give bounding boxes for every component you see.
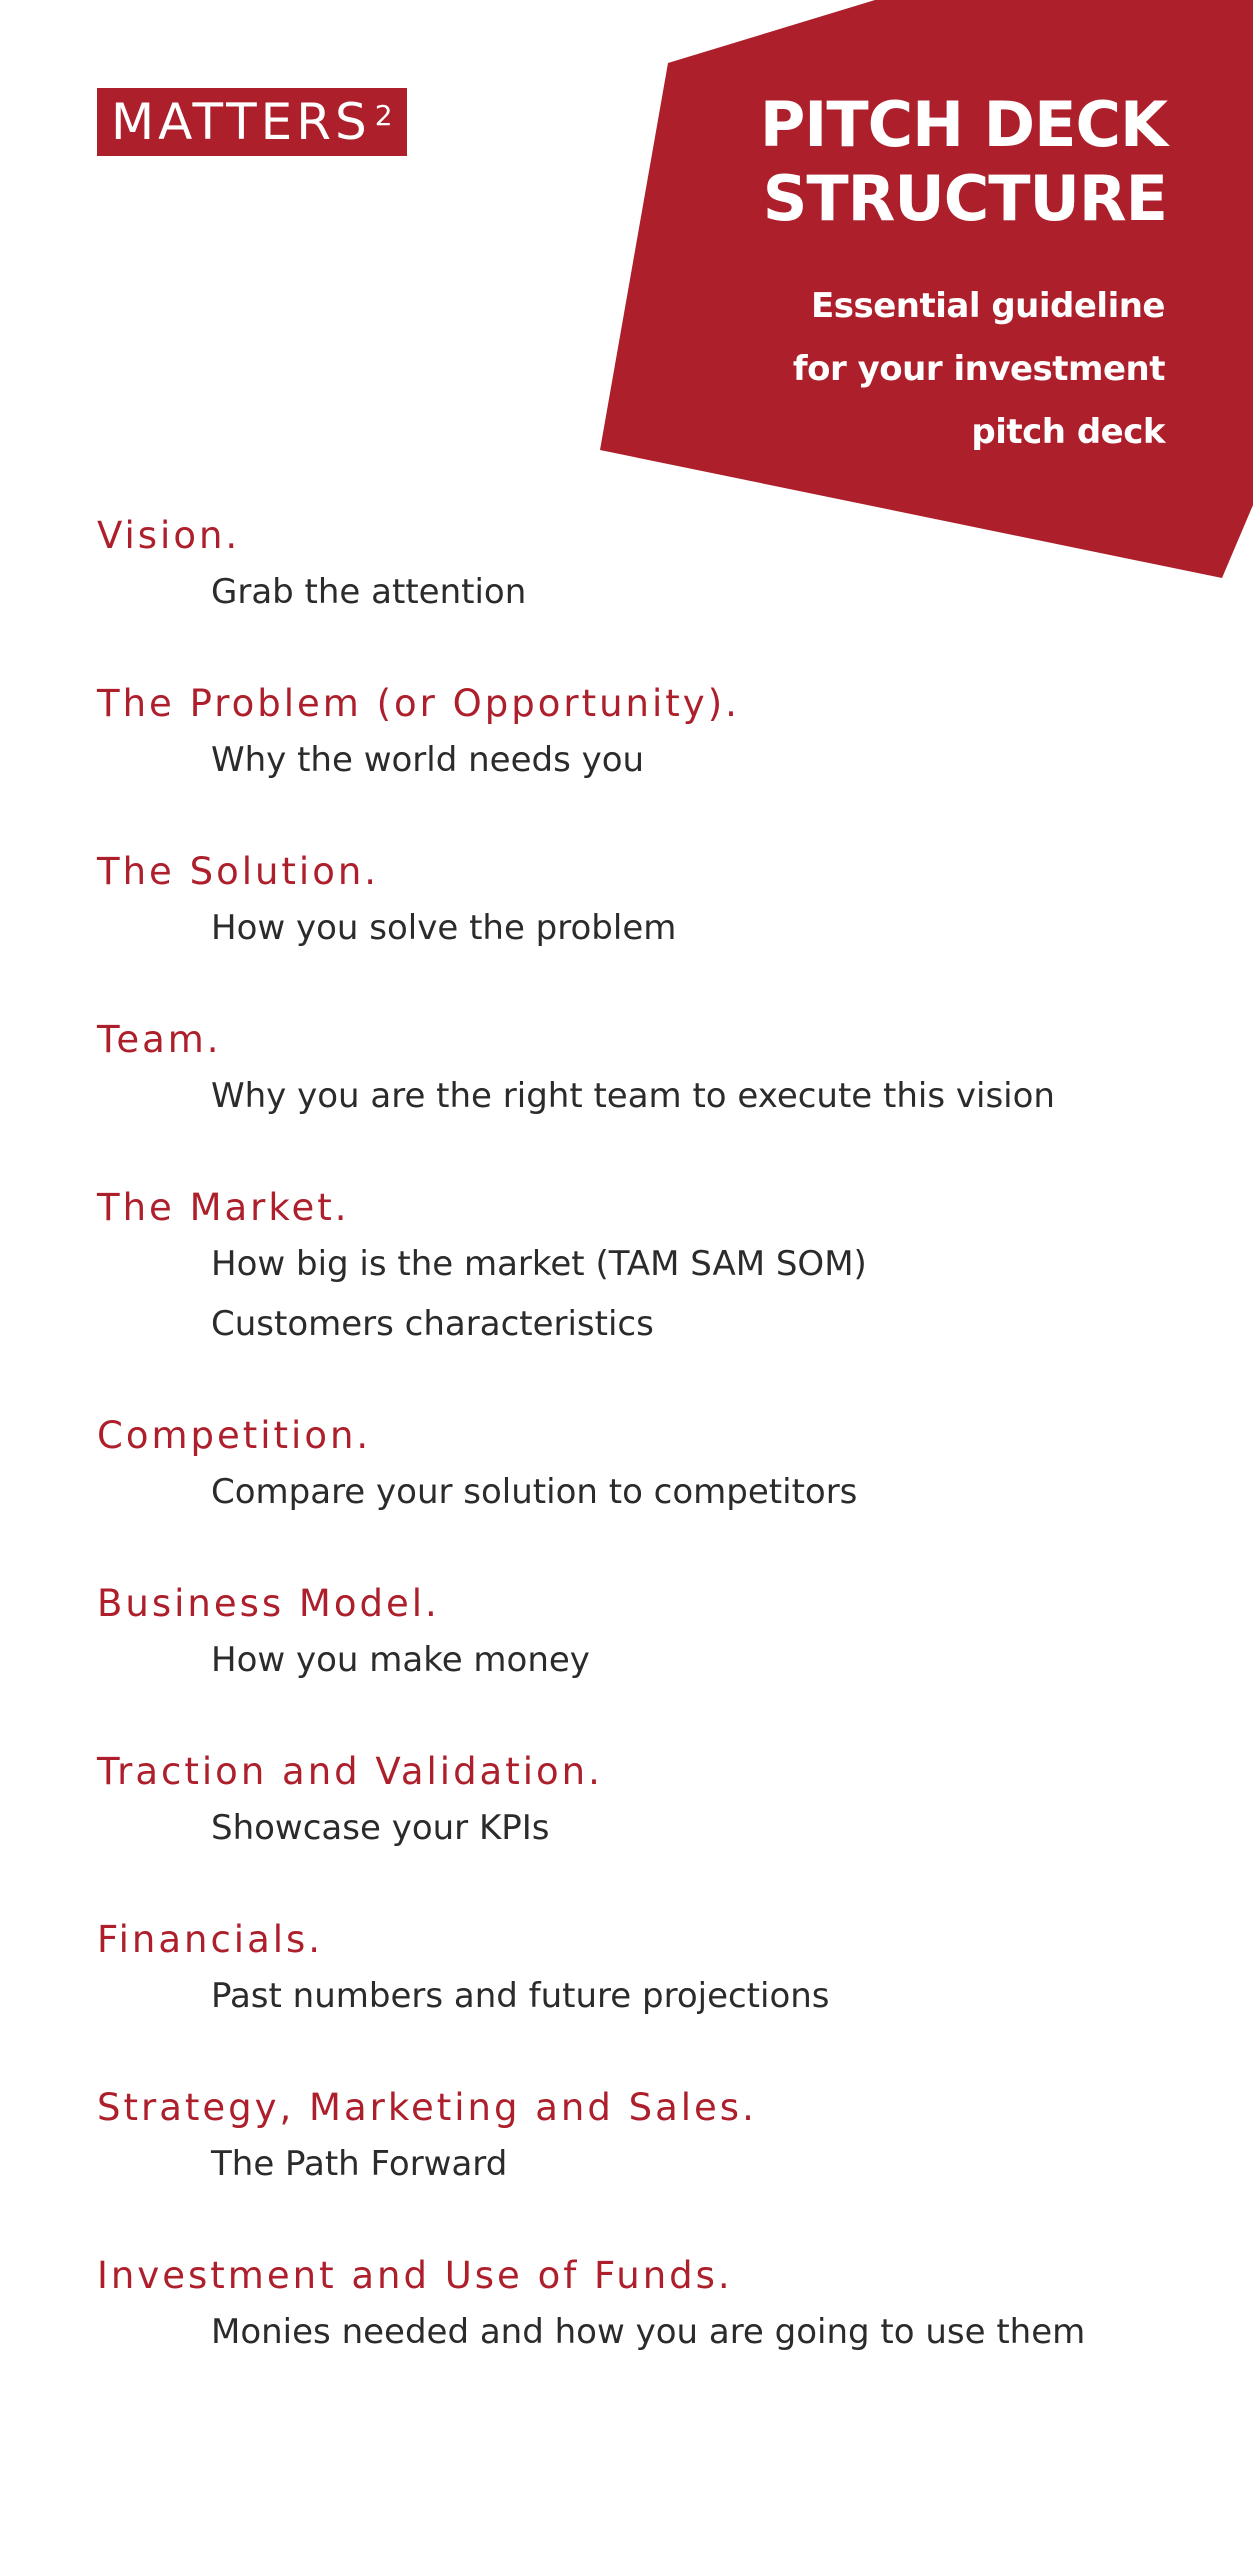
section-financials	[97, 1914, 1197, 2026]
section-heading: Vision.	[97, 514, 241, 557]
section-description: Compare your solution to competitors	[211, 1472, 858, 1512]
section-traction	[97, 1746, 1197, 1858]
section-heading: Investment and Use of Funds.	[97, 2254, 733, 2297]
subtitle-line-3: pitch deck	[971, 412, 1165, 452]
section-heading: Traction and Validation.	[97, 1750, 603, 1793]
section-description: Monies needed and how you are going to use them	[211, 2312, 1086, 2352]
section-heading: Financials.	[97, 1918, 324, 1961]
title-line-1: PITCH DECK	[759, 88, 1167, 161]
section-heading: Competition.	[97, 1414, 372, 1457]
section-solution	[97, 846, 1197, 958]
section-strategy	[97, 2082, 1197, 2194]
section-heading: The Solution.	[97, 850, 380, 893]
section-description: Why you are the right team to execute this vision	[211, 1076, 1055, 1116]
brand-logo	[97, 88, 407, 156]
section-heading: The Problem (or Opportunity).	[97, 682, 740, 725]
section-competition	[97, 1410, 1197, 1522]
section-description: Why the world needs you	[211, 740, 645, 780]
section-heading: Business Model.	[97, 1582, 440, 1625]
section-heading: The Market.	[97, 1186, 350, 1229]
section-description: How you solve the problem	[211, 908, 677, 948]
deck-sections-list	[97, 510, 1197, 2418]
section-description: Showcase your KPIs	[211, 1808, 550, 1848]
section-investment	[97, 2250, 1197, 2362]
section-description: How big is the market (TAM SAM SOM)	[211, 1244, 867, 1284]
section-heading: Strategy, Marketing and Sales.	[97, 2086, 757, 2129]
section-description: The Path Forward	[211, 2144, 508, 2184]
subtitle-line-2: for your investment	[792, 349, 1165, 389]
section-business-model	[97, 1578, 1197, 1690]
section-problem	[97, 678, 1197, 790]
section-team	[97, 1014, 1197, 1126]
section-vision	[97, 510, 1197, 622]
section-heading: Team.	[97, 1018, 222, 1061]
section-market	[97, 1182, 1197, 1354]
subtitle-line-1: Essential guideline	[811, 286, 1165, 326]
section-description: Past numbers and future projections	[211, 1976, 830, 2016]
section-description: How you make money	[211, 1640, 590, 1680]
logo-text: MATTERS	[111, 93, 371, 151]
section-description: Customers characteristics	[211, 1304, 654, 1344]
logo-superscript: 2	[374, 99, 393, 132]
page-title	[647, 88, 1167, 236]
page-subtitle	[745, 275, 1165, 464]
title-line-2: STRUCTURE	[762, 162, 1167, 235]
section-description: Grab the attention	[211, 572, 527, 612]
